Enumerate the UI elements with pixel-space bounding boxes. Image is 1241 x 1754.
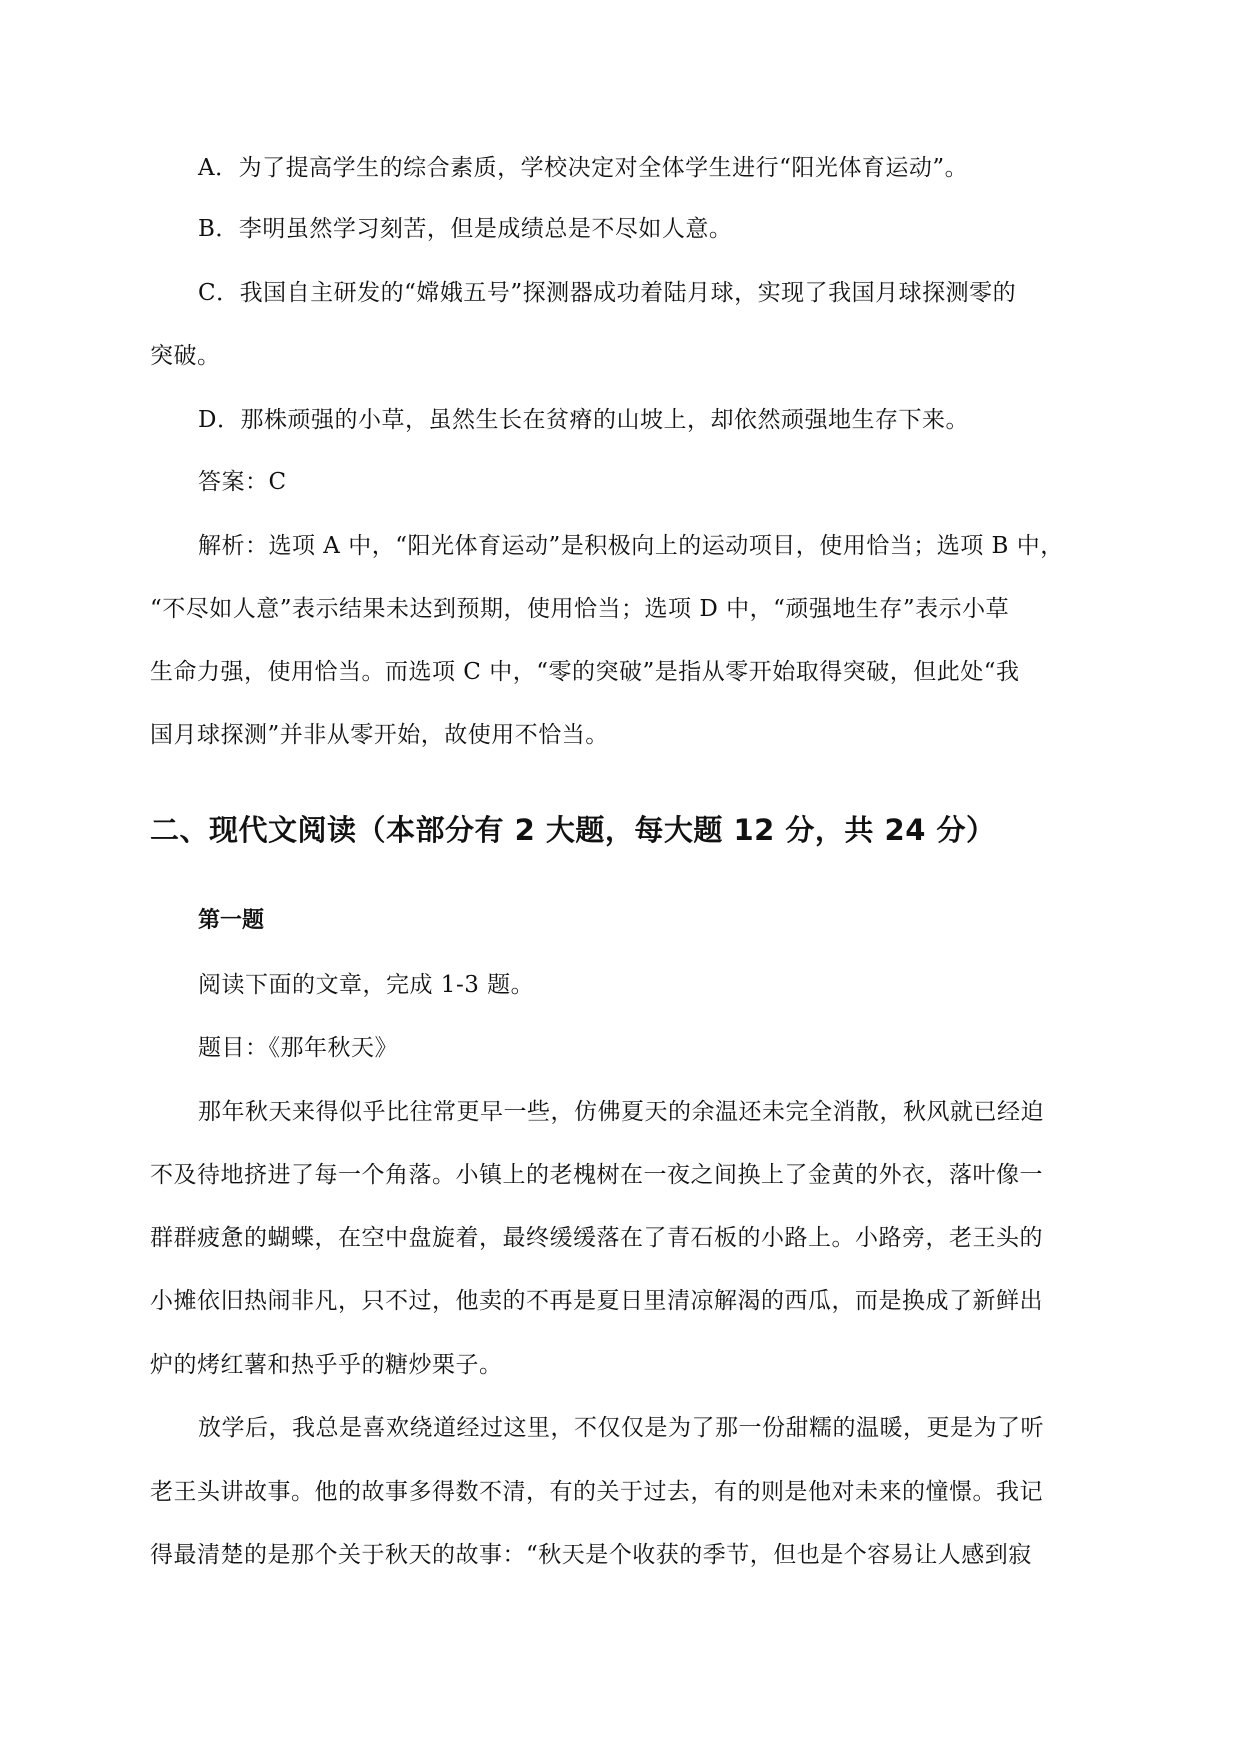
paragraph-line: 那年秋天来得似乎比往常更早一些，仿佛夏天的余温还未完全消散，秋风就已经迫 — [198, 1099, 1044, 1125]
paragraph-line: 不及待地挤进了每一个角落。小镇上的老槐树在一夜之间换上了金黄的外衣，落叶像一 — [150, 1162, 1043, 1188]
analysis-line: 生命力强，使用恰当。而选项 C 中，“零的突破”是指从零开始取得突破，但此处“我 — [150, 659, 1020, 685]
paragraph-line: 群群疲惫的蝴蝶，在空中盘旋着，最终缓缓落在了青石板的小路上。小路旁，老王头的 — [150, 1225, 1043, 1251]
article-title: 题目：《那年秋天》 — [198, 1035, 398, 1061]
section-heading: 二、现代文阅读（本部分有 2 大题，每大题 12 分，共 24 分） — [150, 813, 996, 847]
paragraph-line: 炉的烤红薯和热乎乎的糖炒栗子。 — [150, 1352, 503, 1378]
option-b: B．李明虽然学习刻苦，但是成绩总是不尽如人意。 — [198, 216, 733, 242]
option-c-line1: C．我国自主研发的“嫦娥五号”探测器成功着陆月球，实现了我国月球探测零的 — [198, 280, 1017, 306]
analysis-line: 国月球探测”并非从零开始，故使用不恰当。 — [150, 722, 609, 748]
question-title: 第一题 — [198, 908, 265, 933]
paragraph-line: 老王头讲故事。他的故事多得数不清，有的关于过去，有的则是他对未来的憧憬。我记 — [150, 1479, 1043, 1505]
paragraph-line: 放学后，我总是喜欢绕道经过这里，不仅仅是为了那一份甜糯的温暖，更是为了听 — [198, 1415, 1044, 1441]
paragraph-line: 小摊依旧热闹非凡，只不过，他卖的不再是夏日里清凉解渴的西瓜，而是换成了新鲜出 — [150, 1288, 1043, 1314]
option-c-line2: 突破。 — [150, 343, 221, 369]
option-a: A．为了提高学生的综合素质，学校决定对全体学生进行“阳光体育运动”。 — [198, 155, 969, 181]
paragraph-line: 得最清楚的是那个关于秋天的故事：“秋天是个收获的季节，但也是个容易让人感到寂 — [150, 1542, 1032, 1568]
analysis-line: “不尽如人意”表示结果未达到预期，使用恰当；选项 D 中，“顽强地生存”表示小草 — [150, 596, 1010, 622]
answer-line: 答案：C — [198, 469, 287, 495]
instruction-line: 阅读下面的文章，完成 1-3 题。 — [198, 972, 535, 998]
analysis-line: 解析：选项 A 中，“阳光体育运动”是积极向上的运动项目，使用恰当；选项 B 中， — [198, 533, 1064, 559]
option-d: D．那株顽强的小草，虽然生长在贫瘠的山坡上，却依然顽强地生存下来。 — [198, 407, 969, 433]
